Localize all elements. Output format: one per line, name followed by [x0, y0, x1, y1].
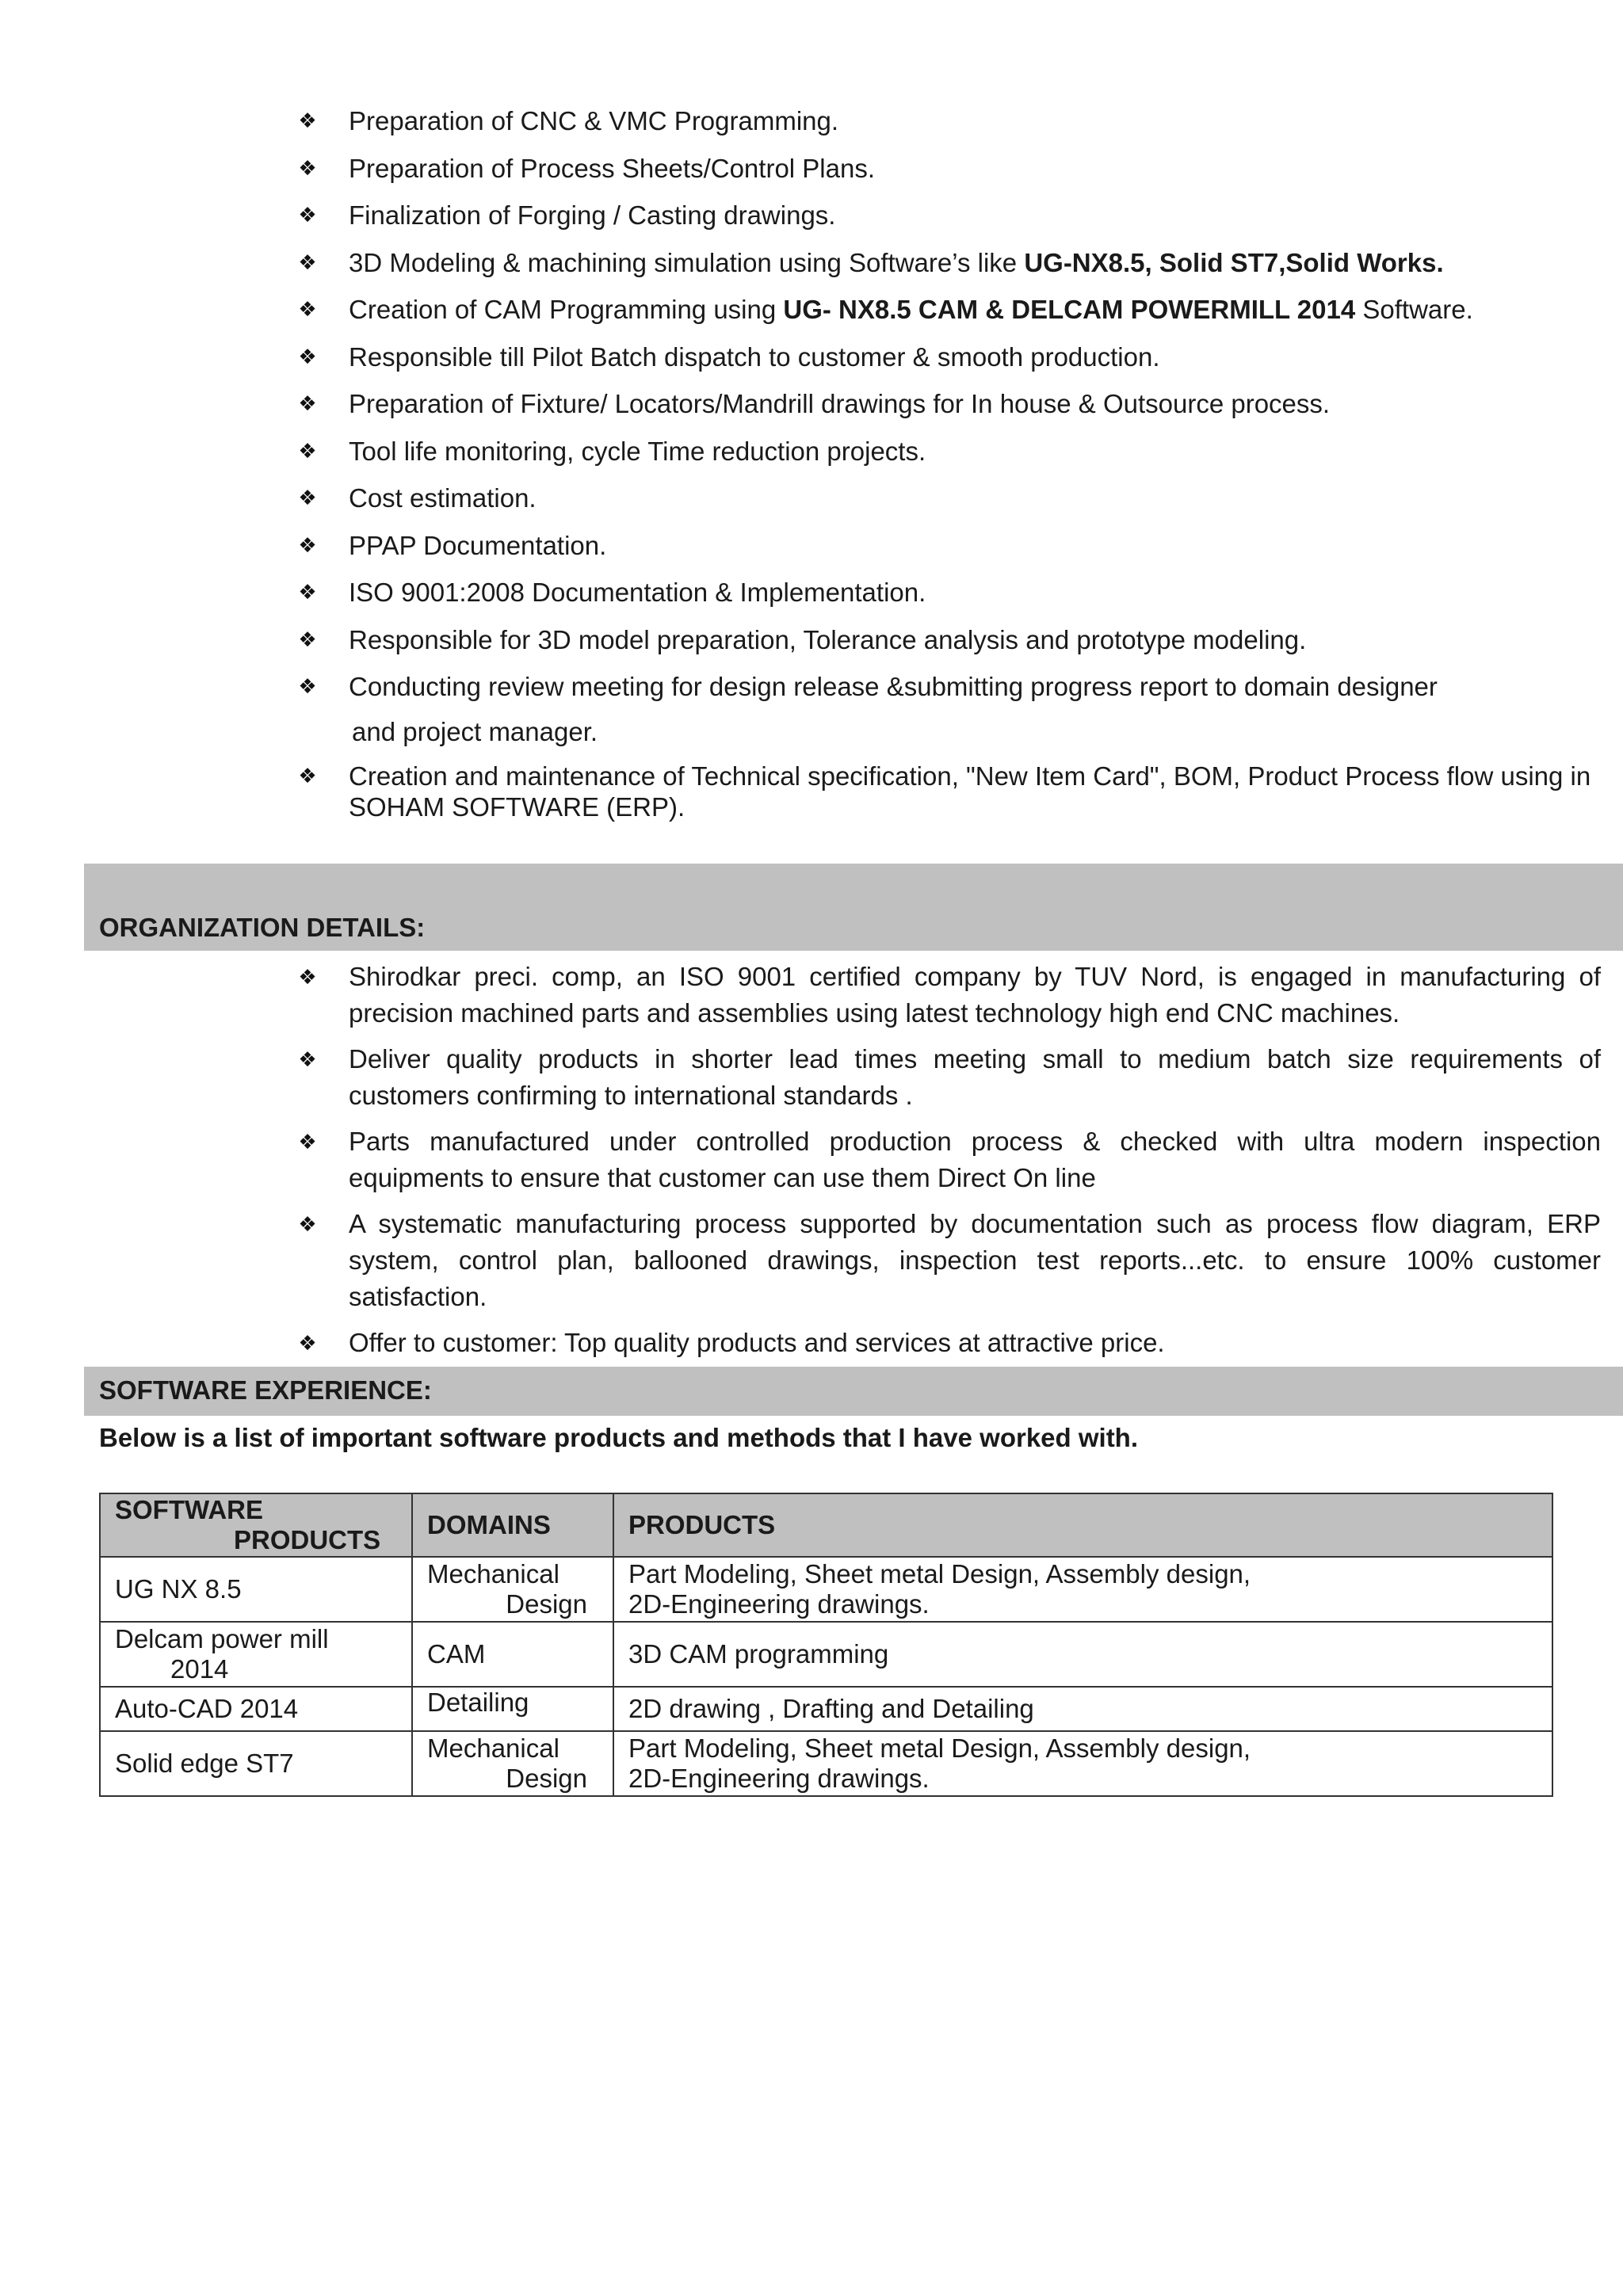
item-text: Conducting review meeting for design release &submitting progress report to domain designer	[349, 672, 1438, 701]
diamond-bullet-icon: ❖	[298, 674, 317, 698]
cell-text: 2D-Engineering drawings.	[628, 1764, 930, 1793]
list-item	[296, 105, 1612, 153]
cell-software: Auto-CAD 2014	[100, 1687, 412, 1731]
item-text: Creation of CAM Programming using	[349, 295, 784, 324]
organization-heading: ORGANIZATION DETAILS:	[99, 913, 426, 942]
item-text: ISO 9001:2008 Documentation & Implementation.	[349, 578, 926, 607]
list-item	[296, 959, 1601, 1032]
item-text: Offer to customer: Top quality products and services at attractive price.	[349, 1328, 1165, 1357]
list-item	[296, 341, 1612, 389]
organization-list	[296, 959, 1601, 1371]
item-bold-text: UG- NX8.5 CAM & DELCAM POWERMILL 2014	[783, 295, 1356, 324]
cell-domain: Detailing	[412, 1687, 613, 1731]
item-text: Preparation of Fixture/ Locators/Mandrill drawings for In house & Outsource process.	[349, 389, 1331, 418]
cell-text: Design	[506, 1764, 587, 1793]
organization-heading-bar	[84, 864, 1623, 951]
item-text: Shirodkar preci. comp, an ISO 9001 certified company by TUV Nord, is engaged in manufacturing of precision machined parts and assemblies using latest technology high end CNC machines.	[349, 962, 1601, 1028]
diamond-bullet-icon: ❖	[298, 1047, 317, 1071]
cell-products: 2D drawing , Drafting and Detailing	[613, 1687, 1552, 1731]
diamond-bullet-icon: ❖	[298, 250, 317, 274]
list-item	[296, 530, 1612, 578]
cell-text: Delcam power mill	[115, 1624, 329, 1653]
item-bold-text: UG-NX8.5, Solid ST7,Solid Works.	[1024, 247, 1444, 277]
list-item	[296, 482, 1612, 530]
diamond-bullet-icon: ❖	[298, 532, 317, 557]
item-text: Preparation of CNC & VMC Programming.	[349, 106, 839, 135]
header-software-products	[100, 1493, 412, 1557]
diamond-bullet-icon: ❖	[298, 764, 317, 788]
table-row	[100, 1622, 1552, 1687]
cell-products	[613, 1557, 1552, 1622]
list-item	[296, 1123, 1601, 1196]
item-text: Responsible for 3D model preparation, Tolerance analysis and prototype modeling.	[349, 624, 1307, 654]
item-text: Finalization of Forging / Casting drawings.	[349, 200, 836, 230]
diamond-bullet-icon: ❖	[298, 1331, 317, 1355]
diamond-bullet-icon: ❖	[298, 1130, 317, 1154]
list-item	[296, 436, 1612, 483]
item-text: Deliver quality products in shorter lead times meeting small to medium batch size requirements of customers confirming to international standards .	[349, 1044, 1601, 1110]
item-text: 3D Modeling & machining simulation using Software’s like	[349, 247, 1025, 277]
diamond-bullet-icon: ❖	[298, 1212, 317, 1236]
diamond-bullet-icon: ❖	[298, 155, 317, 180]
item-text: Responsible till Pilot Batch dispatch to customer & smooth production.	[349, 341, 1160, 372]
table-row	[100, 1557, 1552, 1622]
cell-text: Part Modeling, Sheet metal Design, Assembly design,	[628, 1559, 1251, 1589]
table-row	[100, 1731, 1552, 1796]
header-text: SOFTWARE	[115, 1495, 263, 1524]
software-intro: Below is a list of important software products and methods that I have worked with.	[99, 1423, 1139, 1452]
diamond-bullet-icon: ❖	[298, 297, 317, 321]
list-item	[296, 388, 1612, 436]
list-item	[296, 624, 1612, 672]
cell-domain	[412, 1731, 613, 1796]
list-item	[296, 1325, 1601, 1361]
diamond-bullet-icon: ❖	[298, 344, 317, 368]
software-heading: SOFTWARE EXPERIENCE:	[99, 1375, 432, 1405]
cell-text: Design	[506, 1589, 587, 1619]
cell-text: Mechanical	[427, 1559, 559, 1589]
item-text: Parts manufactured under controlled production process & checked with ultra modern inspection equipments to ensure that customer can use them Direct On line	[349, 1127, 1601, 1192]
item-text: Preparation of Process Sheets/Control Plans.	[349, 153, 876, 183]
diamond-bullet-icon: ❖	[298, 580, 317, 604]
list-item	[296, 761, 1612, 822]
cell-software: Solid edge ST7	[100, 1731, 412, 1796]
cell-text: Mechanical	[427, 1733, 559, 1763]
header-products: PRODUCTS	[613, 1493, 1552, 1557]
list-item	[296, 1041, 1601, 1114]
header-domains: DOMAINS	[412, 1493, 613, 1557]
list-item	[296, 200, 1612, 247]
cell-text: 2D-Engineering drawings.	[628, 1589, 930, 1619]
item-text: PPAP Documentation.	[349, 530, 607, 560]
responsibilities-list	[296, 105, 1612, 822]
diamond-bullet-icon: ❖	[298, 965, 317, 989]
table-row	[100, 1687, 1552, 1731]
list-item	[296, 671, 1612, 747]
item-text-continuation: and project manager.	[352, 717, 598, 746]
list-item	[296, 153, 1612, 200]
diamond-bullet-icon: ❖	[298, 438, 317, 463]
item-text-tail: Software.	[1355, 295, 1473, 324]
diamond-bullet-icon: ❖	[298, 486, 317, 509]
cell-text: Part Modeling, Sheet metal Design, Assembly design,	[628, 1733, 1251, 1763]
cell-software	[100, 1622, 412, 1687]
diamond-bullet-icon: ❖	[298, 109, 317, 132]
diamond-bullet-icon: ❖	[298, 627, 317, 651]
cell-domain: CAM	[412, 1622, 613, 1687]
diamond-bullet-icon: ❖	[298, 203, 317, 227]
list-item	[296, 577, 1612, 624]
item-text: A systematic manufacturing process supported by documentation such as process flow diagram, ERP system, control plan, ballooned drawings, inspection test reports...etc. to ensure 100% customer satisfaction.	[349, 1209, 1601, 1311]
software-heading-bar	[84, 1367, 1623, 1416]
item-text: Creation and maintenance of Technical specification, "New Item Card", BOM, Product Process flow using in SOHAM SOFTWARE (ERP).	[349, 761, 1591, 822]
table-header-row	[100, 1493, 1552, 1557]
software-table	[99, 1493, 1553, 1797]
item-text: Tool life monitoring, cycle Time reduction projects.	[349, 436, 926, 466]
header-text: PRODUCTS	[234, 1525, 381, 1554]
diamond-bullet-icon: ❖	[298, 391, 317, 415]
cell-text: 2014	[170, 1654, 229, 1684]
list-item	[296, 247, 1612, 295]
cell-products	[613, 1731, 1552, 1796]
list-item	[296, 1206, 1601, 1315]
list-item	[296, 294, 1612, 341]
cell-software: UG NX 8.5	[100, 1557, 412, 1622]
cell-domain	[412, 1557, 613, 1622]
cell-products: 3D CAM programming	[613, 1622, 1552, 1687]
item-text: Cost estimation.	[349, 483, 537, 513]
